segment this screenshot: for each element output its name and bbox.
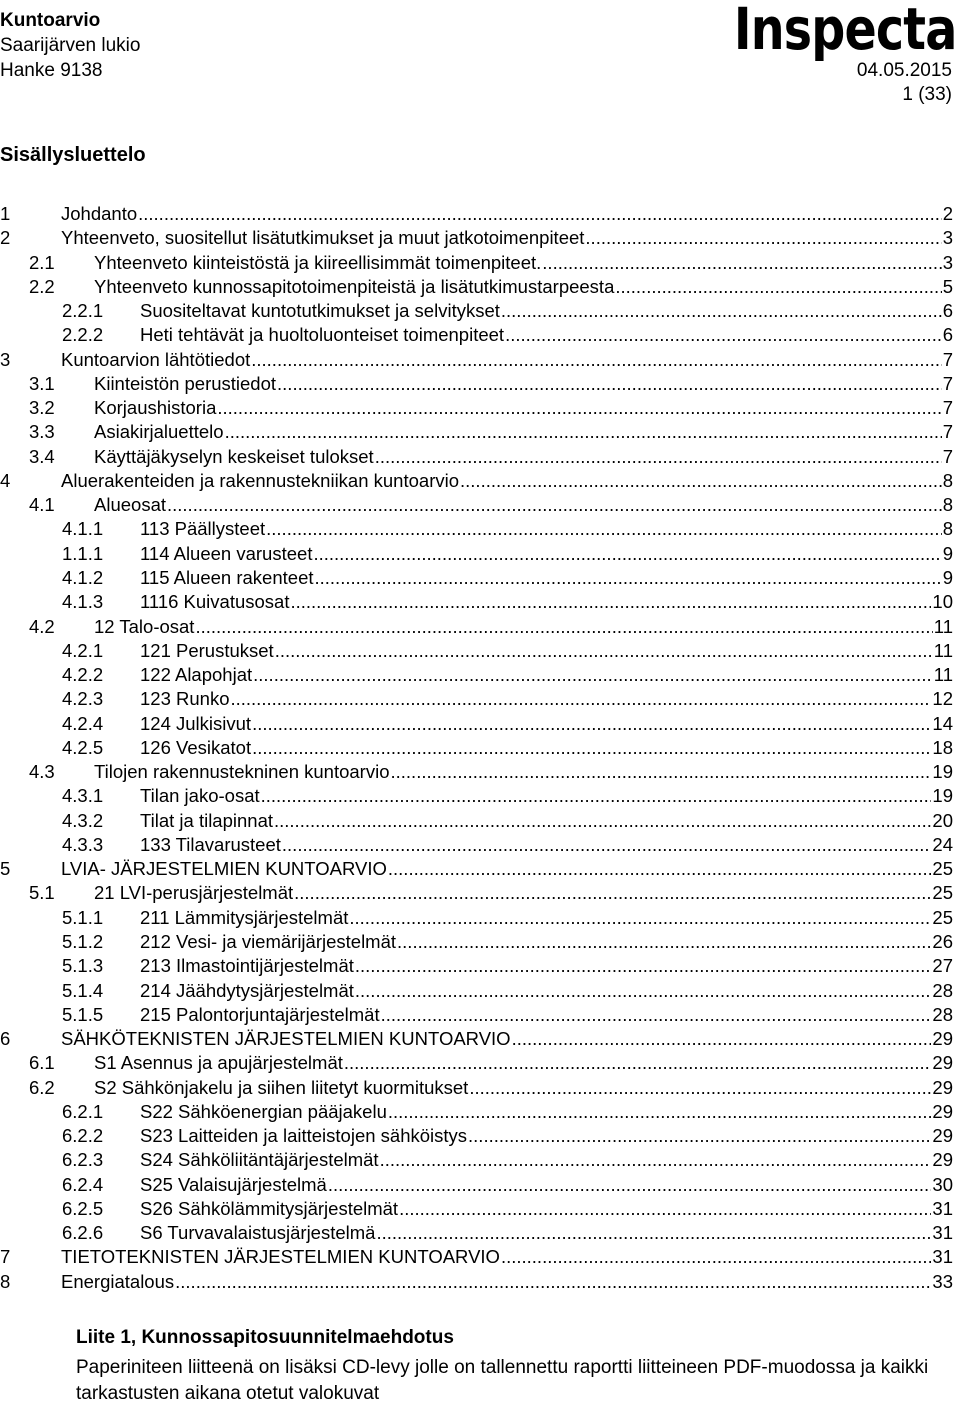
toc-entry-label: Energiatalous: [61, 1270, 175, 1292]
toc-dot-leader: [355, 955, 932, 977]
toc-entry-number: 8: [0, 1270, 11, 1292]
toc-entry-number: 5.1.4: [62, 979, 104, 1001]
toc-entry-page: 3: [942, 227, 953, 249]
toc-dot-leader: [460, 470, 942, 492]
toc-entry[interactable]: [0, 931, 953, 955]
report-date: 04.05.2015: [856, 60, 952, 81]
toc-entry-label: S26 Sähkölämmitysjärjestelmät: [140, 1197, 399, 1219]
toc-dot-leader: [175, 1271, 931, 1293]
toc-entry-page: 27: [932, 955, 953, 977]
toc-dot-leader: [381, 1004, 932, 1026]
toc-entry-label: 121 Perustukset: [140, 639, 274, 661]
toc-entry-page: 3: [942, 251, 953, 273]
toc-entry-label: 211 Lämmitysjärjestelmät: [140, 906, 349, 928]
toc-entry-label: Aluerakenteiden ja rakennustekniikan kuntoarvio: [61, 469, 460, 491]
toc-entry-label: 21 LVI-perusjärjestelmät: [94, 882, 294, 904]
toc-entry-page: 25: [932, 858, 953, 880]
toc-entry[interactable]: [0, 203, 953, 227]
inspecta-logo: Inspecta: [733, 0, 956, 63]
toc-entry[interactable]: [0, 810, 953, 834]
toc-entry-number: 4.1.2: [62, 566, 104, 588]
toc-entry-number: 6.2.1: [62, 1100, 104, 1122]
toc-entry-number: 3.4: [29, 445, 55, 467]
toc-entry[interactable]: [0, 543, 953, 567]
toc-dot-leader: [253, 664, 933, 686]
toc-entry[interactable]: [0, 955, 953, 979]
toc-entry-number: 4.2: [29, 615, 55, 637]
toc-dot-leader: [328, 1174, 932, 1196]
toc-entry-label: S24 Sähköliitäntäjärjestelmät: [140, 1149, 379, 1171]
toc-entry-number: 5.1.2: [62, 930, 104, 952]
toc-entry-number: 2.1: [29, 251, 55, 273]
toc-entry-label: Suositeltavat kuntotutkimukset ja selvitykset: [140, 300, 500, 322]
toc-entry[interactable]: [0, 300, 953, 324]
toc-entry-number: 5: [0, 858, 11, 880]
toc-entry[interactable]: [0, 1222, 953, 1246]
toc-entry[interactable]: [0, 1246, 953, 1270]
toc-dot-leader: [388, 858, 932, 880]
toc-entry-number: 6.2.5: [62, 1197, 104, 1219]
toc-dot-leader: [266, 518, 942, 540]
project-number: Hanke 9138: [0, 60, 103, 81]
toc-entry-number: 6.1: [29, 1052, 55, 1074]
toc-entry-label: TIETOTEKNISTEN JÄRJESTELMIEN KUNTOARVIO: [61, 1246, 500, 1268]
toc-entry[interactable]: [0, 227, 953, 251]
toc-entry[interactable]: [0, 980, 953, 1004]
toc-entry-page: 5: [942, 275, 953, 297]
toc-entry-page: 24: [932, 833, 953, 855]
toc-entry-number: 6: [0, 1028, 11, 1050]
toc-entry-page: 29: [932, 1125, 953, 1147]
toc-entry[interactable]: [0, 1077, 953, 1101]
toc-entry-label: Yhteenveto kiinteistöstä ja kiireellisimmät toimenpiteet.: [94, 251, 542, 273]
toc-dot-leader: [344, 1052, 932, 1074]
toc-dot-leader: [505, 324, 942, 346]
toc-entry[interactable]: [0, 858, 953, 882]
toc-dot-leader: [252, 713, 931, 735]
toc-entry-label: 215 Palontorjuntajärjestelmät: [140, 1003, 380, 1025]
toc-entry-label: 126 Vesikatot: [140, 736, 252, 758]
toc-entry-number: 6.2: [29, 1076, 55, 1098]
toc-entry-page: 6: [942, 300, 953, 322]
toc-entry[interactable]: [0, 834, 953, 858]
toc-entry-number: 4.3.1: [62, 785, 104, 807]
toc-entry-page: 9: [942, 542, 953, 564]
toc-dot-leader: [313, 543, 941, 565]
appendix-note: [76, 1327, 956, 1407]
toc-entry-number: 2.2.1: [62, 300, 104, 322]
toc-entry-number: 4.1: [29, 494, 55, 516]
toc-entry[interactable]: [0, 252, 953, 276]
toc-entry-label: S1 Asennus ja apujärjestelmät: [94, 1052, 343, 1074]
toc-entry[interactable]: [0, 1149, 953, 1173]
toc-dot-leader: [195, 616, 932, 638]
document-header: [0, 8, 140, 83]
toc-entry-page: 7: [942, 397, 953, 419]
toc-entry-label: 123 Runko: [140, 688, 230, 710]
toc-entry-page: 31: [932, 1246, 953, 1268]
toc-dot-leader: [282, 834, 932, 856]
toc-entry-number: 4.3: [29, 761, 55, 783]
toc-dot-leader: [217, 397, 941, 419]
toc-entry-label: Tilan jako-osat: [140, 785, 260, 807]
toc-entry-label: 133 Tilavarusteet: [140, 833, 281, 855]
toc-entry-label: LVIA- JÄRJESTELMIEN KUNTOARVIO: [61, 858, 387, 880]
toc-entry-label: 12 Talo-osat: [94, 615, 195, 637]
school-name: Saarijärven lukio: [0, 35, 141, 56]
toc-entry-label: Yhteenveto, suositellut lisätutkimukset ja muut jatkotoimenpiteet: [61, 227, 585, 249]
toc-entry-page: 11: [933, 615, 953, 637]
toc-entry-label: Tilat ja tilapinnat: [140, 809, 273, 831]
toc-entry-label: S23 Laitteiden ja laitteistojen sähköistys: [140, 1125, 468, 1147]
toc-entry[interactable]: [0, 1028, 953, 1052]
toc-entry-label: 115 Alueen rakenteet: [140, 566, 314, 588]
toc-entry[interactable]: [0, 349, 953, 373]
toc-entry-label: Tilojen rakennustekninen kuntoarvio: [94, 761, 390, 783]
toc-entry-page: 2: [942, 203, 953, 224]
toc-entry-number: 2.2.2: [62, 324, 104, 346]
appendix-title: Liite 1, Kunnossapitosuunnitelmaehdotus: [76, 1327, 454, 1348]
toc-entry-label: S22 Sähköenergian pääjakelu: [140, 1100, 387, 1122]
toc-entry-page: 31: [932, 1197, 953, 1219]
toc-dot-leader: [380, 1149, 932, 1171]
toc-dot-leader: [138, 203, 942, 225]
toc-dot-leader: [261, 785, 932, 807]
toc-entry[interactable]: [0, 1052, 953, 1076]
toc-entry-page: 28: [932, 1003, 953, 1025]
toc-entry[interactable]: [0, 1125, 953, 1149]
page-number: 1 (33): [902, 84, 952, 105]
toc-dot-leader: [315, 567, 942, 589]
toc-entry-number: 6.2.2: [62, 1125, 104, 1147]
toc-entry[interactable]: [0, 761, 953, 785]
toc-entry[interactable]: [0, 567, 953, 591]
toc-entry-number: 7: [0, 1246, 11, 1268]
toc-entry-page: 8: [942, 518, 953, 540]
toc-entry-number: 3: [0, 348, 11, 370]
toc-entry-number: 2.2: [29, 275, 55, 297]
toc-entry-label: 214 Jäähdytysjärjestelmät: [140, 979, 354, 1001]
toc-dot-leader: [585, 227, 941, 249]
toc-entry-number: 4: [0, 469, 11, 491]
toc-entry-page: 29: [932, 1076, 953, 1098]
toc-dot-leader: [468, 1125, 931, 1147]
toc-entry-number: 4.2.4: [62, 712, 104, 734]
toc-dot-leader: [275, 640, 933, 662]
toc-entry-page: 7: [942, 348, 953, 370]
toc-entry-number: 1.1.1: [62, 542, 104, 564]
toc-entry-label: 213 Ilmastointijärjestelmät: [140, 955, 354, 977]
toc-entry-number: 4.1.3: [62, 591, 104, 613]
toc-entry-page: 7: [942, 372, 953, 394]
toc-entry-label: 113 Päällysteet: [140, 518, 266, 540]
toc-entry-label: Kuntoarvion lähtötiedot: [61, 348, 251, 370]
toc-dot-leader: [225, 421, 942, 443]
toc-entry-label: S6 Turvavalaistusjärjestelmä: [140, 1222, 376, 1244]
toc-dot-leader: [251, 349, 941, 371]
toc-entry[interactable]: [0, 373, 953, 397]
toc-entry-label: Korjaushistoria: [94, 397, 217, 419]
toc-dot-leader: [375, 446, 942, 468]
toc-entry-label: Heti tehtävät ja huoltoluonteiset toimenpiteet: [140, 324, 505, 346]
toc-dot-leader: [376, 1222, 931, 1244]
toc-entry[interactable]: [0, 1101, 953, 1125]
appendix-text: Paperiniteen liitteenä on lisäksi CD-levy jolle on tallennettu raportti liitteineen PDF-muodossa ja kaikki tarkastusten aikana otetut valokuvat: [76, 1357, 929, 1404]
toc-entry-label: 124 Julkisivut: [140, 712, 252, 734]
toc-entry-page: 26: [932, 930, 953, 952]
toc-dot-leader: [391, 761, 932, 783]
toc-entry-number: 4.2.2: [62, 664, 104, 686]
toc-entry[interactable]: [0, 664, 953, 688]
toc-entry-number: 4.2.3: [62, 688, 104, 710]
toc-dot-leader: [252, 737, 931, 759]
toc-entry-number: 5.1: [29, 882, 55, 904]
toc-entry-page: 29: [932, 1149, 953, 1171]
toc-entry-page: 11: [933, 664, 953, 686]
toc-dot-leader: [469, 1077, 931, 1099]
toc-entry-number: 2: [0, 227, 11, 249]
toc-entry-page: 6: [942, 324, 953, 346]
toc-entry-page: 29: [932, 1100, 953, 1122]
toc-entry-page: 12: [932, 688, 953, 710]
toc-entry-page: 31: [932, 1222, 953, 1244]
toc-entry[interactable]: [0, 688, 953, 712]
toc-entry-page: 8: [942, 494, 953, 516]
toc-entry-label: Käyttäjäkyselyn keskeiset tulokset: [94, 445, 374, 467]
toc-entry[interactable]: [0, 737, 953, 761]
toc-entry[interactable]: [0, 616, 953, 640]
toc-entry-number: 6.2.4: [62, 1173, 104, 1195]
toc-entry-page: 19: [932, 761, 953, 783]
toc-entry[interactable]: [0, 640, 953, 664]
toc-entry-number: 3.2: [29, 397, 55, 419]
toc-dot-leader: [290, 591, 931, 613]
toc-entry-number: 3.1: [29, 372, 55, 394]
toc-entry-number: 1: [0, 203, 11, 224]
toc-entry[interactable]: [0, 470, 953, 494]
toc-dot-leader: [294, 882, 931, 904]
toc-entry-label: Yhteenveto kunnossapitotoimenpiteistä ja lisätutkimustarpeesta: [94, 275, 615, 297]
table-of-contents: [0, 203, 953, 1295]
toc-dot-leader: [277, 373, 942, 395]
toc-entry[interactable]: [0, 518, 953, 542]
toc-dot-leader: [355, 980, 932, 1002]
toc-entry[interactable]: [0, 324, 953, 348]
report-title: Kuntoarvio: [0, 10, 101, 31]
toc-entry[interactable]: [0, 713, 953, 737]
toc-dot-leader: [615, 276, 941, 298]
toc-entry-page: 29: [932, 1028, 953, 1050]
toc-entry-page: 25: [932, 906, 953, 928]
toc-entry[interactable]: [0, 446, 953, 470]
toc-dot-leader: [501, 1246, 931, 1268]
toc-entry[interactable]: [0, 276, 953, 300]
toc-dot-leader: [399, 1198, 931, 1220]
toc-entry-number: 4.2.5: [62, 736, 104, 758]
toc-entry-label: Asiakirjaluettelo: [94, 421, 224, 443]
toc-entry-page: 14: [932, 712, 953, 734]
toc-entry-page: 20: [932, 809, 953, 831]
toc-entry-label: 1116 Kuivatusosat: [140, 591, 290, 613]
toc-entry-number: 5.1.1: [62, 906, 104, 928]
toc-entry-label: Alueosat: [94, 494, 166, 516]
toc-entry-page: 19: [932, 785, 953, 807]
toc-entry-page: 7: [942, 445, 953, 467]
toc-entry-label: Kiinteistön perustiedot: [94, 372, 277, 394]
toc-entry[interactable]: [0, 785, 953, 809]
toc-entry-page: 9: [942, 566, 953, 588]
toc-entry-page: 10: [932, 591, 953, 613]
toc-entry-page: 7: [942, 421, 953, 443]
toc-entry-number: 4.2.1: [62, 639, 104, 661]
toc-entry-page: 18: [932, 736, 953, 758]
toc-entry-number: 4.3.3: [62, 833, 104, 855]
toc-entry[interactable]: [0, 882, 953, 906]
toc-entry-page: 8: [942, 469, 953, 491]
toc-dot-leader: [501, 300, 942, 322]
toc-dot-leader: [349, 907, 931, 929]
toc-entry-label: S25 Valaisujärjestelmä: [140, 1173, 327, 1195]
toc-entry-label: 122 Alapohjat: [140, 664, 253, 686]
toc-dot-leader: [542, 252, 941, 274]
toc-entry-label: S2 Sähkönjakelu ja siihen liitetyt kuormitukset: [94, 1076, 469, 1098]
toc-entry-number: 6.2.6: [62, 1222, 104, 1244]
toc-entry-page: 28: [932, 979, 953, 1001]
toc-entry[interactable]: [0, 1198, 953, 1222]
toc-entry-label: 114 Alueen varusteet: [140, 542, 313, 564]
toc-dot-leader: [274, 810, 931, 832]
toc-entry-page: 11: [933, 639, 953, 661]
toc-title: Sisällysluettelo: [0, 144, 146, 166]
toc-entry-page: 33: [932, 1270, 953, 1292]
toc-entry[interactable]: [0, 1271, 953, 1295]
toc-dot-leader: [230, 688, 931, 710]
toc-dot-leader: [167, 494, 942, 516]
toc-entry-number: 5.1.3: [62, 955, 104, 977]
toc-entry[interactable]: [0, 397, 953, 421]
toc-entry[interactable]: [0, 591, 953, 615]
toc-entry-page: 29: [932, 1052, 953, 1074]
toc-entry-page: 30: [932, 1173, 953, 1195]
toc-entry[interactable]: [0, 1174, 953, 1198]
toc-entry-label: Johdanto: [61, 203, 138, 224]
toc-entry[interactable]: [0, 494, 953, 518]
toc-dot-leader: [388, 1101, 932, 1123]
toc-dot-leader: [512, 1028, 932, 1050]
toc-entry-number: 4.1.1: [62, 518, 104, 540]
toc-entry-number: 6.2.3: [62, 1149, 104, 1171]
toc-dot-leader: [397, 931, 931, 953]
toc-entry-number: 5.1.5: [62, 1003, 104, 1025]
toc-entry-number: 4.3.2: [62, 809, 104, 831]
toc-entry[interactable]: [0, 421, 953, 445]
toc-entry-label: SÄHKÖTEKNISTEN JÄRJESTELMIEN KUNTOARVIO: [61, 1028, 511, 1050]
toc-entry-page: 25: [932, 882, 953, 904]
toc-entry-number: 3.3: [29, 421, 55, 443]
toc-entry-label: 212 Vesi- ja viemärijärjestelmät: [140, 930, 397, 952]
toc-entry[interactable]: [0, 907, 953, 931]
toc-entry[interactable]: [0, 1004, 953, 1028]
